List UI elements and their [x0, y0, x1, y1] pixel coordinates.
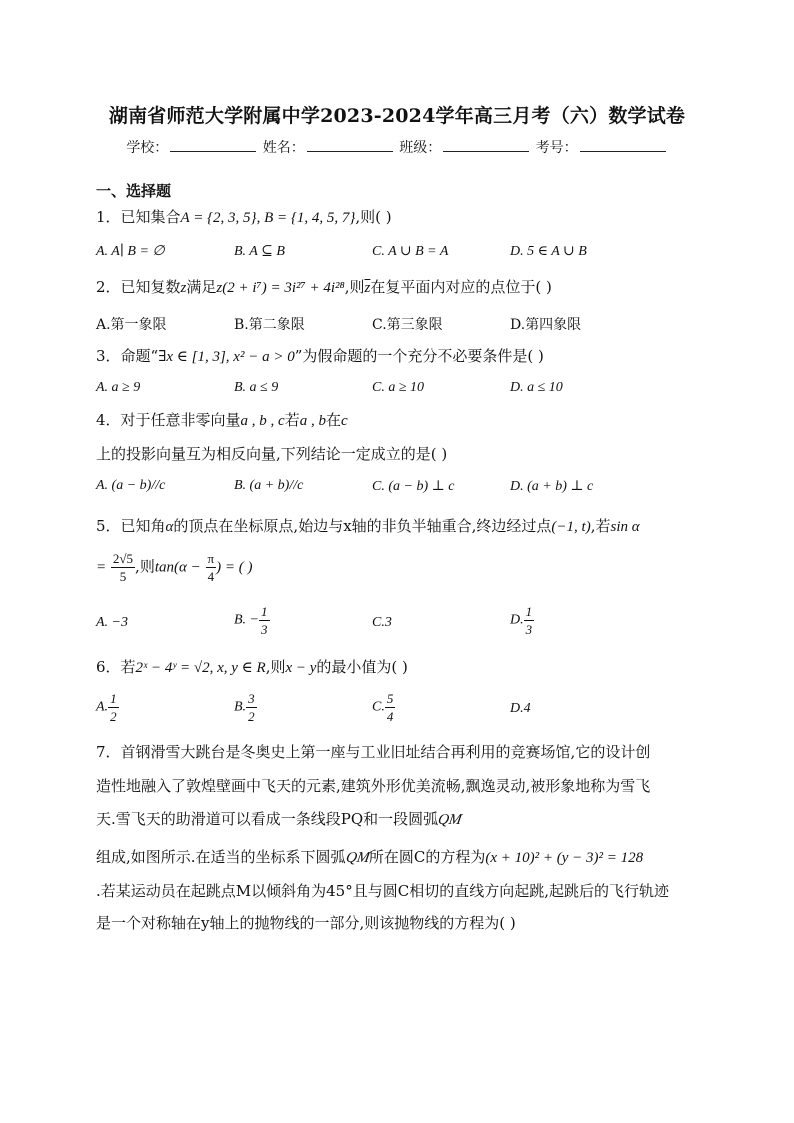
name-blank	[307, 139, 393, 152]
student-info-line	[0, 137, 794, 157]
class-blank	[443, 139, 529, 152]
q5-option-a: A. −3	[96, 615, 128, 630]
question-4-line-1	[96, 409, 348, 430]
q1-option-b: B. A ⊆ B	[234, 244, 285, 259]
q4-option-a: A. (a − b)//c	[96, 478, 166, 493]
q7-circle-equation: (x + 10)² + (y − 3)² = 128	[485, 850, 644, 866]
q6-tail: 的最小值为( )	[316, 658, 408, 676]
exam-number-blank	[580, 139, 666, 152]
q5-option-b-den: 3	[261, 622, 268, 637]
q5-tan-end: ) = ( )	[216, 559, 253, 576]
question-7-line-3	[96, 808, 462, 829]
q2-conjugate: $\overline{z}$	[364, 280, 371, 296]
school-label: 学校：	[126, 140, 169, 156]
q1-suffix: ,则( )	[355, 208, 392, 226]
q5-pi-fraction	[206, 552, 217, 583]
question-7-line-2: 造性地融入了敦煌壁画中飞天的元素,建筑外形优美流畅,飘逸灵动,被形象地称为雪飞	[96, 777, 651, 795]
name-label: 姓名：	[262, 140, 305, 156]
q6-target: x − y	[285, 660, 317, 676]
q2-tail: 在复平面内对应的点位于( )	[370, 278, 552, 296]
q5-equals: =	[96, 559, 107, 576]
q5-option-d-label: D.	[510, 612, 524, 628]
q6-option-d: D.4	[510, 701, 531, 716]
q5-option-d-fraction	[524, 605, 535, 636]
q7-arc-qm: QM	[436, 812, 463, 828]
q3-suffix: ”为假命题的一个充分不必要条件是( )	[294, 347, 544, 365]
question-5-line-1	[96, 515, 640, 536]
q5-option-b	[234, 605, 270, 636]
q4-vector-c: c	[341, 413, 348, 429]
q5-option-d	[510, 605, 534, 636]
q3-expression: ∃x ∈ [1, 3], x² − a > 0	[158, 349, 295, 365]
q1-set-a: A = {2, 3, 5}	[180, 210, 257, 226]
q6-option-b-num: 3	[248, 691, 255, 706]
q6-option-a-num: 1	[110, 691, 117, 706]
q1-set-b: B = {1, 4, 5, 7}	[264, 210, 356, 226]
question-7-line-5: .若某运动员在起跳点M以倾斜角为45°且与圆C相切的直线方向起跳,起跳后的飞行轨迹	[96, 882, 669, 900]
q6-option-a	[96, 692, 119, 723]
q6-vars: , x, y ∈ R	[209, 660, 266, 676]
q5-mid: 的顶点在坐标原点,始边与x轴的非负半轴重合,终边经过点	[173, 517, 552, 535]
question-1-stem: 1．已知集合A = {2, 3, 5}, B = {1, 4, 5, 7},则( )	[96, 208, 392, 226]
q3-option-c: C. a ≥ 10	[372, 380, 425, 395]
q5-tan: tan(α −	[154, 559, 201, 576]
q5-tail: ,若	[590, 517, 611, 535]
q4-prefix: 4．对于任意非零向量	[96, 411, 241, 429]
question-7-line-1: 7．首钢滑雪大跳台是冬奥史上第一座与工业旧址结合再利用的竞赛场馆,它的设计创	[96, 743, 651, 761]
q1-option-c: C. A ∪ B = A	[372, 244, 449, 259]
q4-mid: 若	[284, 411, 300, 429]
q5-pi-num: π	[207, 551, 215, 566]
q3-option-a: A. a ≥ 9	[96, 380, 141, 395]
q2-equation: z(2 + i⁷) = 3i²⁷ + 4i²⁸	[216, 280, 345, 296]
question-3-stem	[96, 345, 544, 366]
question-4-line-2: 上的投影向量互为相反向量,下列结论一定成立的是( )	[96, 445, 448, 463]
class-label: 班级：	[399, 140, 442, 156]
q5-option-b-fraction	[259, 605, 270, 636]
q5-point: (−1, t)	[551, 519, 591, 535]
q6-expression: 2ˣ − 4ʸ = √2	[135, 660, 210, 676]
q4-option-b: B. (a + b)//c	[234, 478, 304, 493]
q6-option-a-label: A.	[96, 699, 109, 715]
q6-option-b-fraction	[246, 692, 257, 723]
question-7-line-4	[96, 846, 643, 867]
q6-prefix: 6．若	[96, 658, 136, 676]
q2-suffix: ,则	[344, 278, 365, 296]
question-6-stem	[96, 656, 408, 677]
q2-option-b: B.第二象限	[234, 317, 305, 333]
q5-sin: sin α	[610, 519, 640, 535]
q6-mid: ,则	[265, 658, 286, 676]
q6-option-b-den: 2	[248, 709, 255, 724]
q4-vectors: a , b , c	[240, 413, 285, 429]
section-heading: 一、选择题	[96, 182, 172, 200]
q6-option-c-den: 4	[386, 709, 394, 724]
q5-option-d-num: 1	[525, 604, 533, 619]
q3-option-d: D. a ≤ 10	[510, 380, 563, 395]
q5-option-d-den: 3	[525, 622, 533, 637]
q3-option-b: B. a ≤ 9	[234, 380, 279, 395]
q5-option-c: C.3	[372, 615, 392, 630]
q5-frac-den: 5	[119, 569, 127, 584]
q6-option-c-fraction	[385, 692, 396, 723]
q3-prefix: 3．命题“	[96, 347, 159, 365]
q1-prefix: 1．已知集合	[96, 208, 181, 226]
question-5-line-2	[96, 552, 252, 583]
q2-var: z	[180, 280, 187, 296]
q1-option-a: A. A∣ B = ∅	[96, 244, 165, 259]
q6-option-b	[234, 692, 257, 723]
q5-then: ,则	[135, 557, 155, 576]
q7-line4-prefix: 组成,如图所示.在适当的坐标系下圆弧	[96, 848, 346, 866]
q1-option-d: D. 5 ∈ A ∪ B	[510, 244, 587, 259]
q7-line4-mid: 所在圆C的方程为	[368, 848, 486, 866]
page-title: 湖南省师范大学附属中学2023-2024学年高三月考（六）数学试卷	[108, 105, 686, 127]
q5-sin-fraction	[111, 552, 135, 583]
q2-option-d: D.第四象限	[510, 317, 582, 333]
q5-option-b-label: B. −	[234, 612, 259, 628]
q2-option-c: C.第三象限	[372, 317, 443, 333]
q6-option-c-num: 5	[386, 691, 394, 706]
q6-option-c	[372, 692, 395, 723]
q2-prefix: 2．已知复数	[96, 278, 181, 296]
q7-line3-text: 天.雪飞天的助滑道可以看成一条线段PQ和一段圆弧	[96, 810, 439, 828]
school-blank	[170, 139, 256, 152]
q5-frac-num: 2√5	[112, 551, 134, 566]
q5-prefix: 5．已知角	[96, 517, 166, 535]
q6-option-a-fraction	[108, 692, 119, 723]
q4-vectors-2: a , b	[299, 413, 326, 429]
q6-option-b-label: B.	[234, 699, 247, 715]
question-2-stem	[96, 276, 552, 297]
q4-mid-2: 在	[325, 411, 341, 429]
exam-number-label: 考号：	[535, 140, 578, 156]
q2-mid: 满足	[186, 278, 217, 296]
q6-option-c-label: C.	[372, 699, 385, 715]
q4-option-d: D. (a + b) ⊥ c	[510, 479, 594, 494]
q6-option-a-den: 2	[110, 709, 117, 724]
q5-alpha: α	[165, 519, 174, 535]
question-7-line-6: 是一个对称轴在y轴上的抛物线的一部分,则该抛物线的方程为( )	[96, 914, 516, 932]
q4-option-c: C. (a − b) ⊥ c	[372, 479, 455, 494]
q5-option-b-num: 1	[261, 604, 268, 619]
q2-option-a: A.第一象限	[96, 317, 167, 333]
q7-arc-qm-2: QM	[344, 850, 371, 866]
q5-pi-den: 4	[207, 569, 215, 584]
